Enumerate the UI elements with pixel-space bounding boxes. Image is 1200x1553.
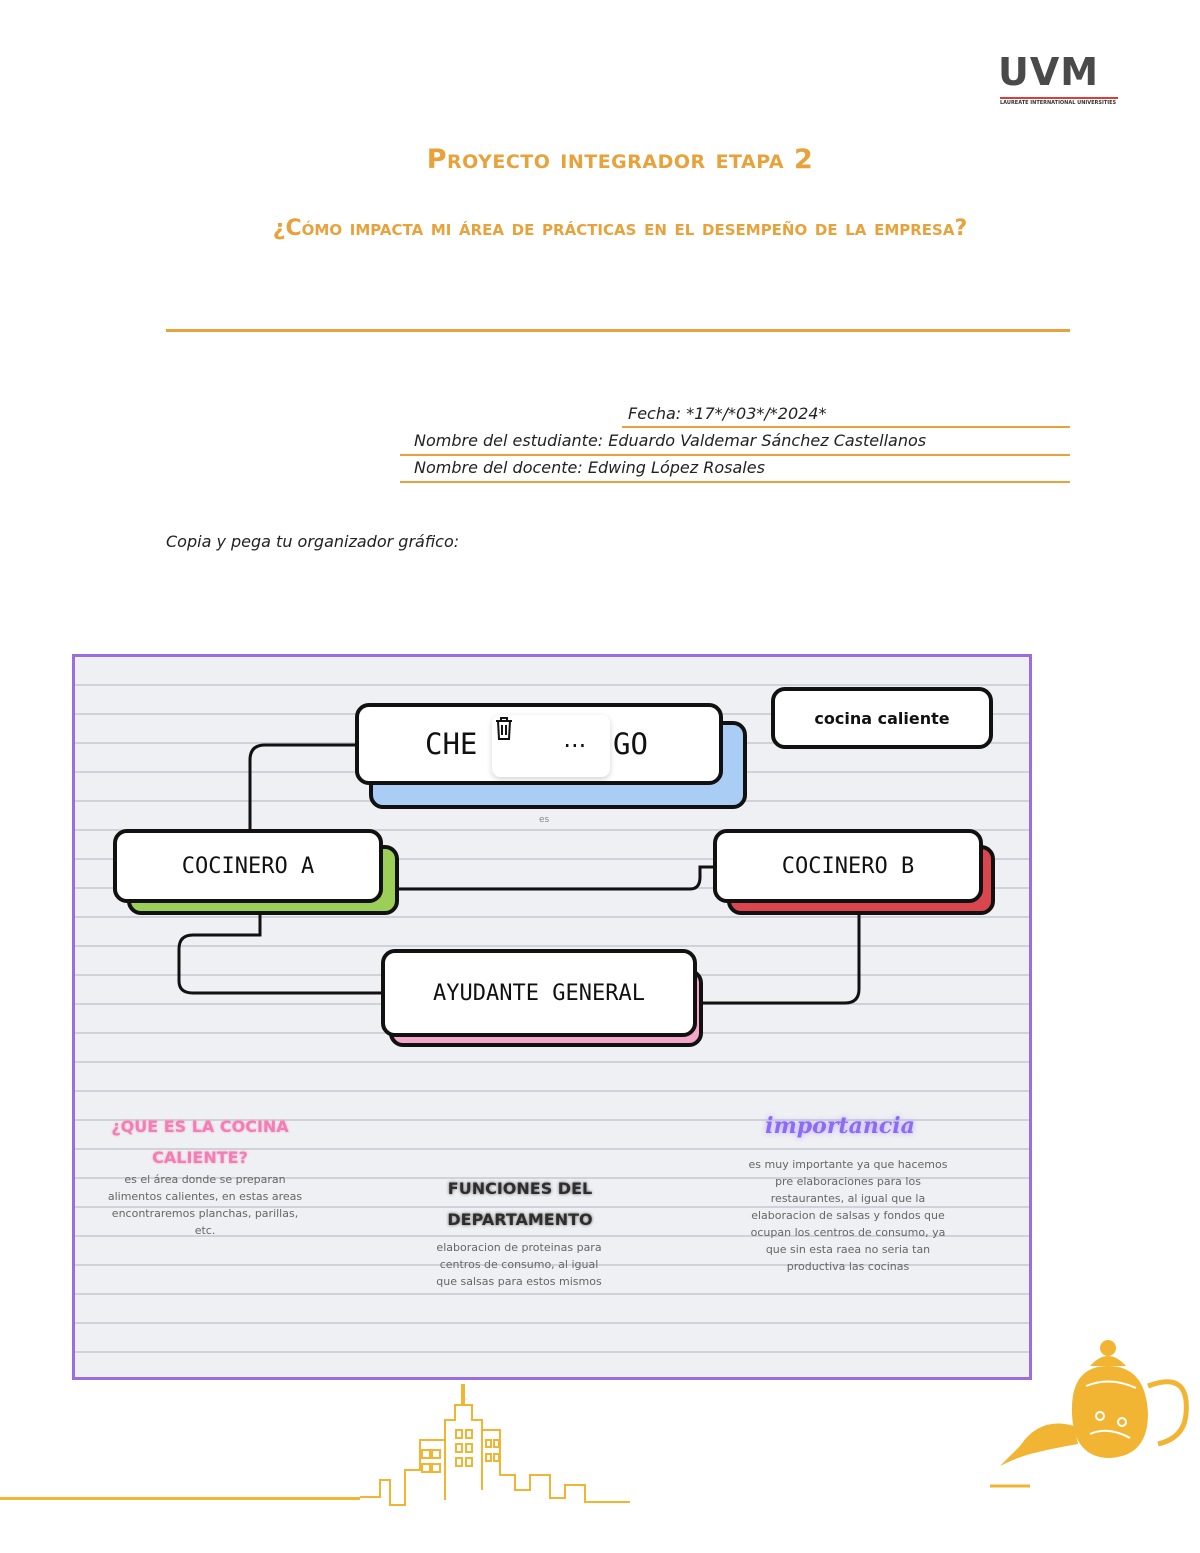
cocina-caliente-box[interactable]: cocina caliente bbox=[771, 687, 993, 749]
importance-text: es muy importante ya que hacemos pre elaboraciones para los restaurantes, al igual que la elaboracion de salsas y fondos que ocupan los centros de consumo, ya que sin esta raea no seria tan productiva las cocinas bbox=[748, 1158, 948, 1273]
helper-box[interactable]: AYUDANTE GENERAL bbox=[381, 949, 697, 1037]
cook-a-box[interactable]: COCINERO A bbox=[113, 829, 383, 903]
uvm-logo bbox=[998, 50, 1122, 108]
title-divider bbox=[166, 329, 1070, 332]
what-text: es el área donde se preparan alimentos calientes, en estas areas encontraremos planchas, parillas, etc. bbox=[107, 1173, 303, 1237]
logo-underline bbox=[1000, 97, 1118, 99]
importance-heading: importancia bbox=[765, 1113, 915, 1139]
student-name-field: Nombre del estudiante: Eduardo Valdemar Sánchez Castellanos bbox=[414, 431, 927, 450]
connector-label: es bbox=[539, 815, 550, 825]
teacher-name-field: Nombre del docente: Edwing López Rosales bbox=[414, 458, 765, 477]
cook-b-box[interactable]: COCINERO B bbox=[713, 829, 983, 903]
date-field: Fecha: *17*/*03*/*2024* bbox=[628, 404, 827, 423]
graphic-organizer bbox=[72, 654, 1032, 1380]
connector-cook-a-cook-b bbox=[393, 867, 713, 889]
student-underline bbox=[400, 454, 1070, 456]
logo-text: UVM bbox=[998, 50, 1100, 94]
connector-chef-cook-a bbox=[250, 745, 358, 829]
logo-tagline: LAUREATE INTERNATIONAL UNIVERSITIES bbox=[1000, 100, 1117, 106]
city-skyline-illustration bbox=[350, 1380, 650, 1550]
footer-decor-line bbox=[0, 1497, 360, 1500]
floating-toolbar bbox=[492, 715, 610, 777]
connector-helper-cook-b bbox=[697, 903, 859, 1003]
date-underline bbox=[622, 426, 1070, 428]
page-title: Proyecto integrador etapa 2 bbox=[426, 144, 814, 175]
functions-heading: FUNCIONES DEL DEPARTAMENTO bbox=[447, 1179, 593, 1229]
page-subtitle: ¿Cómo impacta mi área de prácticas en el desempeño de la empresa? bbox=[272, 216, 968, 241]
chef-label: CHE bbox=[425, 727, 478, 761]
teapot-illustration bbox=[990, 1326, 1195, 1526]
what-heading: ¿QUE ES LA COCINA CALIENTE? bbox=[111, 1117, 289, 1167]
more-icon[interactable]: ··· bbox=[563, 732, 587, 760]
instruction-text: Copia y pega tu organizador gráfico: bbox=[166, 532, 460, 551]
functions-text: elaboracion de proteinas para centros de consumo, al igual que salsas para estos mismos bbox=[436, 1241, 602, 1288]
teacher-underline bbox=[400, 481, 1070, 483]
chef-label-tail: GO bbox=[613, 727, 648, 761]
